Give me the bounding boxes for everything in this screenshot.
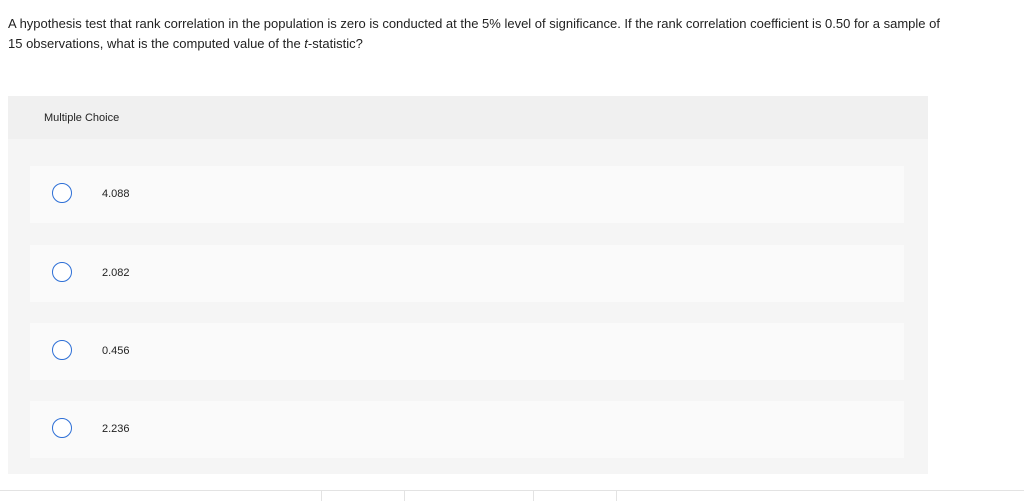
footer-tick [321, 491, 322, 501]
radio-button[interactable] [52, 340, 72, 360]
choice-label: 4.088 [102, 188, 130, 200]
choice-label: 0.456 [102, 345, 130, 357]
footer-tick [533, 491, 534, 501]
choice-option-3[interactable] [30, 323, 904, 380]
question-prompt [8, 14, 948, 54]
question-text-end: -statistic? [307, 36, 363, 51]
t-variable: t [304, 36, 308, 51]
radio-button[interactable] [52, 183, 72, 203]
radio-button[interactable] [52, 418, 72, 438]
choice-option-1[interactable] [30, 166, 904, 223]
multiple-choice-header: Multiple Choice [8, 96, 928, 139]
choice-option-2[interactable] [30, 245, 904, 302]
choice-option-4[interactable] [30, 401, 904, 458]
question-text: A hypothesis test that rank correlation in the population is zero is conducted at the 5% level of significance. If the rank correlation coefficient is 0.50 for a sample of 15 observations, what is the computed value of the [8, 16, 940, 51]
choice-label: 2.236 [102, 423, 130, 435]
footer-divider [0, 490, 1024, 491]
multiple-choice-panel [8, 96, 928, 474]
footer-tick [404, 491, 405, 501]
choice-label: 2.082 [102, 267, 130, 279]
footer-tick [616, 491, 617, 501]
radio-button[interactable] [52, 262, 72, 282]
